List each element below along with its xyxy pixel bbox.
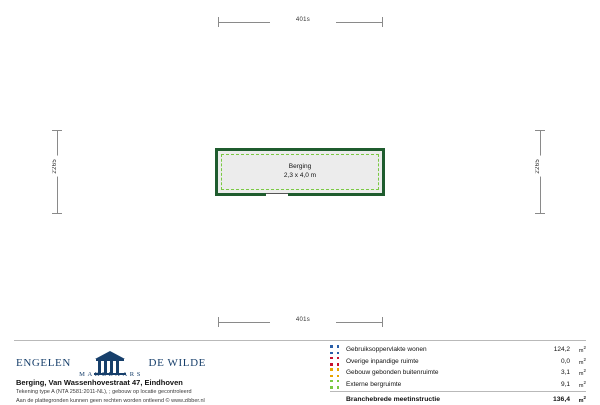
disclaimer-note: Aan de plattegronden kunnen geen rechten worden ontleend © www.zibber.nl	[16, 397, 205, 404]
dimension-label-top: 401s	[270, 17, 336, 23]
legend-row	[330, 379, 586, 391]
dimension-label-right: 2265	[535, 156, 546, 177]
dimension-tick-left-top	[52, 130, 62, 131]
dimension-tick-right-bottom	[535, 213, 545, 214]
dimension-tick-left-bottom	[52, 213, 62, 214]
dimension-label-bottom: 401s	[270, 317, 336, 323]
footer	[0, 340, 600, 404]
legend-swatch-icon	[330, 345, 339, 354]
legend-unit: $m^2$	[578, 368, 586, 378]
dimension-tick-top-right	[382, 17, 383, 27]
legend-label: Overige inpandige ruimte	[346, 357, 419, 365]
room-size-label: 2,3 x 4,0 m	[283, 172, 317, 179]
legend-unit: $m^2$	[578, 379, 586, 389]
dimension-label-left: 2265	[52, 156, 63, 177]
property-address: Berging, Van Wassenhovestraat 47, Eindhoven	[16, 378, 183, 387]
legend-value: 3,1	[560, 369, 570, 377]
drawing-standard-note: Tekening type A (NTA 2581:2011-NL), ; gebouw op locatie gecontroleerd	[16, 389, 192, 396]
legend-unit: $m^2$	[578, 345, 586, 355]
company-logo	[16, 344, 206, 378]
dimension-tick-top-left	[218, 17, 219, 27]
legend-label: Externe bergruimte	[346, 380, 402, 388]
legend-swatch-icon	[330, 357, 339, 366]
legend-row	[330, 356, 586, 368]
room-interior-area	[221, 154, 379, 190]
legend-total-row	[330, 391, 586, 405]
footer-divider	[14, 340, 586, 341]
legend-row	[330, 367, 586, 379]
room-name-label: Berging	[288, 163, 312, 171]
logo-subtitle: MAKELAARS	[79, 371, 143, 378]
dimension-tick-bottom-left	[218, 317, 219, 327]
door-threshold-line	[266, 193, 288, 194]
legend-value: 124,2	[553, 346, 570, 354]
legend-swatch-icon	[330, 368, 339, 377]
measurement-legend	[330, 344, 586, 405]
logo-word-left: ENGELEN	[16, 357, 71, 369]
legend-total-value: 136,4	[552, 395, 570, 403]
legend-unit: $m^2$	[578, 356, 586, 366]
dimension-tick-right-top	[535, 130, 545, 131]
dimension-tick-bottom-right	[382, 317, 383, 327]
legend-label: Gebouw gebonden buitenruimte	[346, 369, 439, 377]
legend-swatch-icon	[330, 380, 339, 389]
logo-word-right: DE WILDE	[148, 357, 206, 369]
legend-row	[330, 344, 586, 356]
legend-total-unit: $m^2$	[578, 394, 586, 404]
legend-value: 9,1	[560, 380, 570, 388]
legend-label: Gebruiksoppervlakte wonen	[346, 346, 427, 354]
legend-value: 0,0	[560, 357, 570, 365]
room-berging	[215, 148, 385, 196]
address-block	[16, 377, 326, 405]
legend-total-label: Branchebrede meetinstructie	[346, 395, 441, 403]
